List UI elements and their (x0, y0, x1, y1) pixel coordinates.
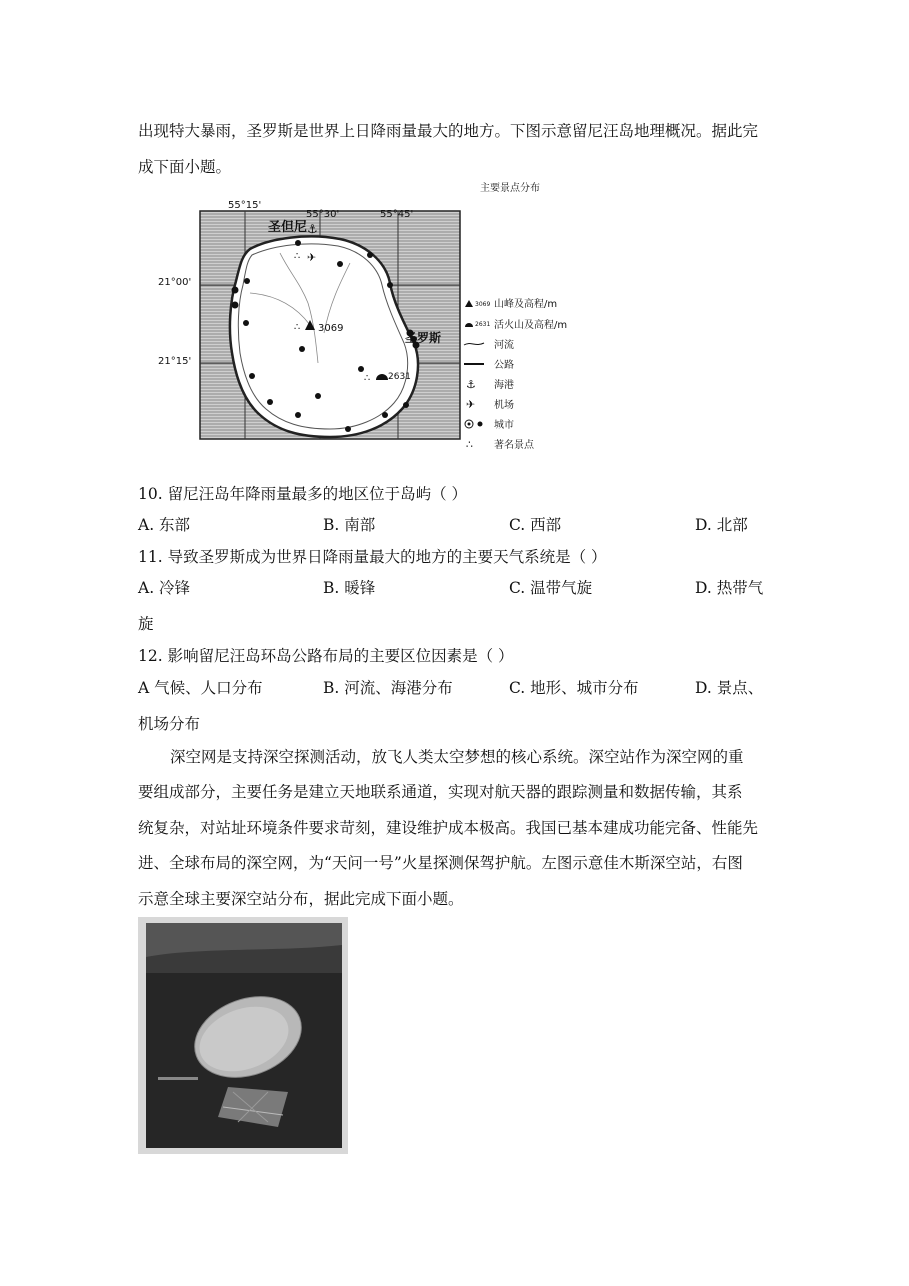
q10-option-c[interactable]: C. 西部 (509, 516, 562, 534)
intro-line-2: 成下面小题。 (138, 158, 232, 176)
intro-line-1: 出现特大暴雨，圣罗斯是世界上日降雨量最大的地方。下图示意留尼汪岛地理概况。据此完 (138, 122, 759, 140)
svg-text:海港: 海港 (494, 380, 514, 391)
svg-text:活火山及高程/m: 活火山及高程/m (494, 320, 568, 331)
q12-stem: 12. 影响留尼汪岛环岛公路布局的主要区位因素是（ ） (138, 647, 514, 665)
city-north-label: 圣但尼 (268, 220, 308, 235)
q11-option-d-cont: 旋 (138, 615, 154, 633)
q11-option-c[interactable]: C. 温带气旋 (509, 579, 593, 597)
lon-label-1: 55°15' (228, 200, 262, 211)
q11-option-a[interactable]: A. 冷锋 (138, 579, 191, 597)
harbor-icon: ⚓ (307, 222, 318, 236)
q12-option-d-cont: 机场分布 (138, 715, 201, 733)
svg-text:2631: 2631 (475, 321, 491, 328)
airport-icon: ✈ (307, 251, 317, 264)
q10-option-d[interactable]: D. 北部 (695, 516, 748, 534)
lon-label-3: 55°45' (380, 209, 414, 220)
deep-space-station-photo (138, 917, 348, 1154)
svg-text:城市: 城市 (494, 420, 514, 431)
q10-option-b[interactable]: B. 南部 (323, 516, 376, 534)
legend-volcano-icon (465, 323, 473, 327)
scenic-spot-icon: ∴ (294, 251, 301, 262)
svg-text:著名景点: 著名景点 (494, 440, 534, 451)
passage-line-4: 进、全球布局的深空网，为“天问一号”火星探测保驾护航。左图示意佳木斯深空站，右图 (138, 854, 743, 872)
passage-line-3: 统复杂，对站址环境条件要求苛刻，建设维护成本极高。我国已基本建成功能完备、性能先 (138, 819, 759, 837)
q11-option-b[interactable]: B. 暖锋 (323, 579, 376, 597)
q12-option-b[interactable]: B. 河流、海港分布 (323, 679, 453, 697)
svg-text:∴: ∴ (364, 373, 371, 384)
passage-line-1: 深空网是支持深空探测活动，放飞人类太空梦想的核心系统。深空站作为深空网的重 (170, 748, 744, 766)
city-east-label: 圣罗斯 (405, 331, 442, 345)
legend-airport-icon: ✈ (466, 398, 476, 411)
volcano-elevation: 2631 (388, 372, 411, 382)
svg-text:机场: 机场 (494, 400, 514, 411)
passage-line-2: 要组成部分，主要任务是建立天地联系通道，实现对航天器的跟踪测量和数据传输，其系 (138, 783, 743, 801)
lat-label-1: 21°00' (158, 277, 192, 288)
passage-line-5: 示意全球主要深空站分布，据此完成下面小题。 (138, 890, 464, 908)
q10-option-a[interactable]: A. 东部 (138, 516, 191, 534)
reunion-island-map (158, 183, 590, 458)
svg-text:3069: 3069 (475, 301, 491, 308)
q11-stem: 11. 导致圣罗斯成为世界日降雨量最大的地方的主要天气系统是（ ） (138, 548, 607, 566)
lon-label-2: 55°30' (306, 209, 340, 220)
q11-option-d[interactable]: D. 热带气 (695, 579, 764, 597)
svg-text:∴: ∴ (294, 322, 301, 333)
map-top-label: 主要景点分布 (480, 183, 540, 194)
peak-elevation: 3069 (318, 323, 344, 334)
legend-harbor-icon: ⚓ (466, 378, 476, 391)
svg-text:山峰及高程/m: 山峰及高程/m (494, 299, 558, 310)
lat-label-2: 21°15' (158, 356, 192, 367)
map-legend (464, 297, 567, 451)
svg-text:公路: 公路 (494, 360, 514, 371)
legend-peak-icon (465, 300, 473, 307)
svg-text:河流: 河流 (494, 340, 514, 351)
q12-option-a[interactable]: A 气候、人口分布 (138, 679, 263, 697)
q12-option-d[interactable]: D. 景点、 (695, 679, 764, 697)
legend-scenic-icon: ∴ (466, 438, 473, 451)
legend-river-icon (464, 343, 484, 345)
q12-option-c[interactable]: C. 地形、城市分布 (509, 679, 639, 697)
q10-stem: 10. 留尼汪岛年降雨量最多的地区位于岛屿（ ） (138, 485, 468, 503)
